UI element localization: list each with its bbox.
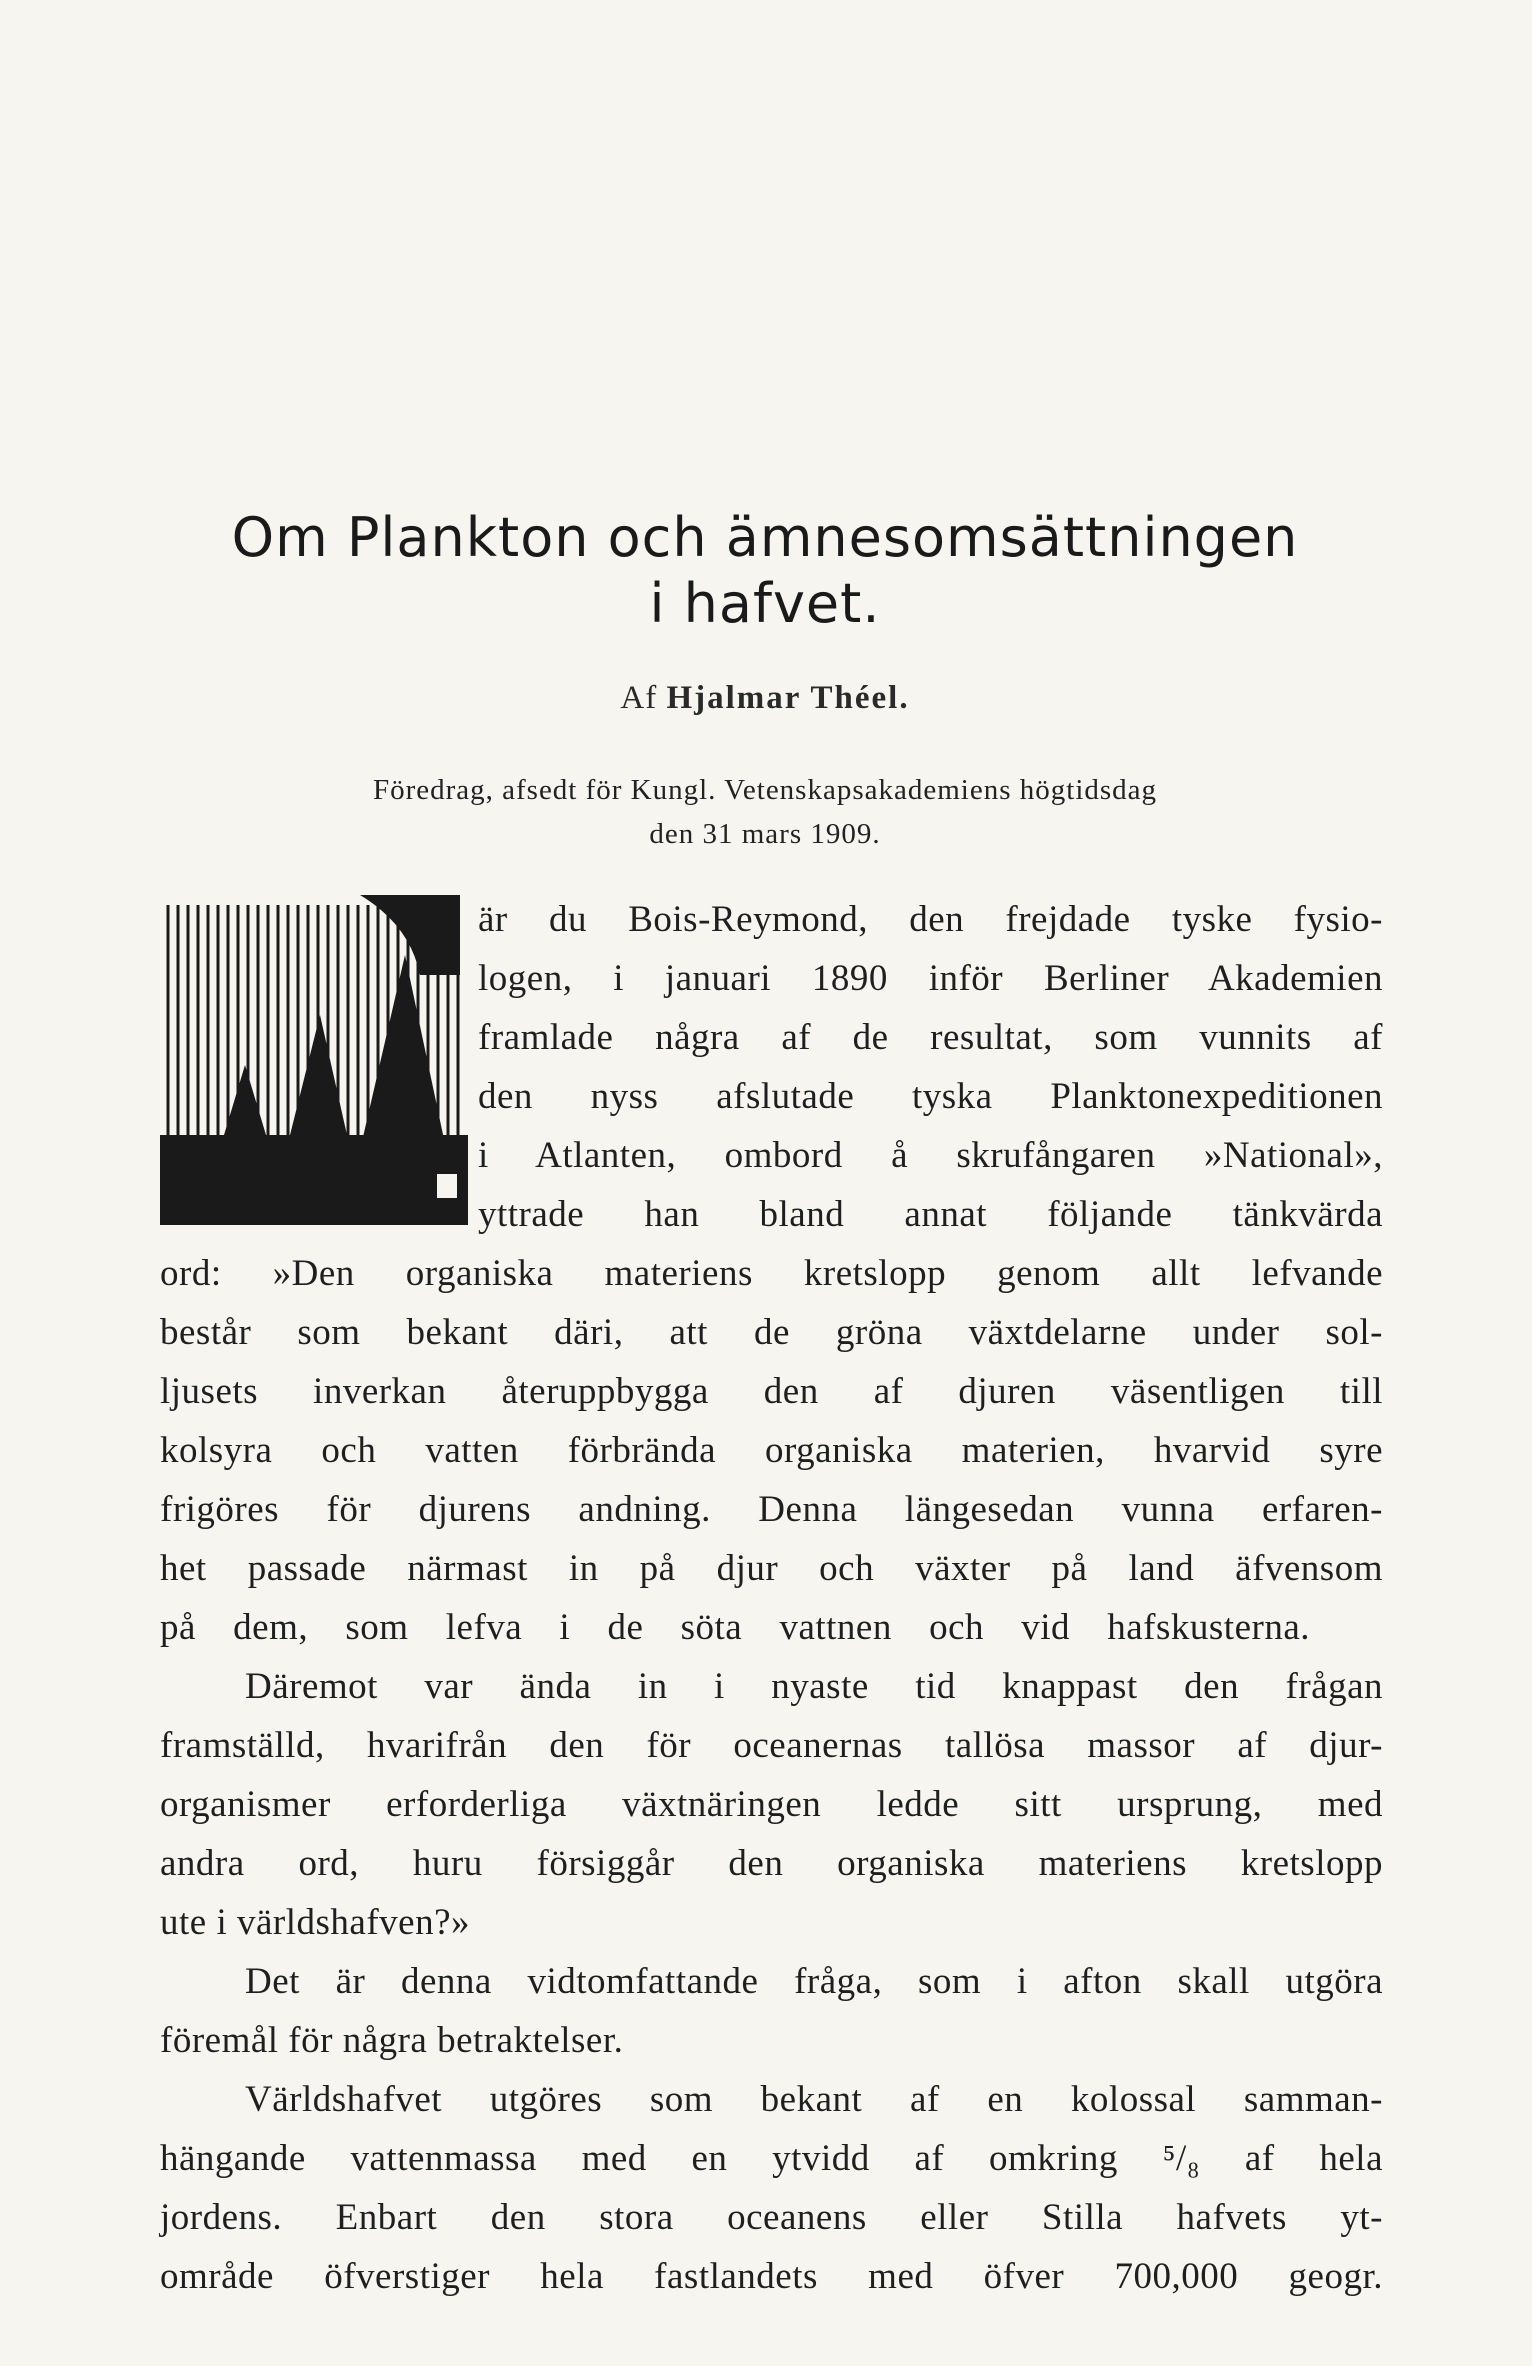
text-line: kolsyra och vatten förbrända organiska materien, hvarvid syre [160, 1430, 1383, 1471]
title-line-1: Om Plankton och ämnesomsättningen [231, 506, 1299, 569]
subtitle-line-1: Föredrag, afsedt för Kungl. Vetenskapsakademiens högtidsdag [372, 774, 1158, 806]
text-line: framlade några af de resultat, som vunnits af [478, 1017, 1383, 1058]
text-line: logen, i januari 1890 inför Berliner Akademien [478, 958, 1383, 999]
text-line: het passade närmast in på djur och växter på land äfvensom [160, 1548, 1383, 1589]
decorative-initial-n-woodcut [160, 895, 468, 1225]
text-line: ljusets inverkan återuppbygga den af djuren väsentligen till [160, 1371, 1383, 1412]
article-title [150, 505, 1380, 637]
text-line: Världshafvet utgöres som bekant af en kolossal samman- [245, 2079, 1383, 2120]
text-line: den nyss afslutade tyska Planktonexpeditionen [478, 1076, 1383, 1117]
forest-woodcut-icon [160, 895, 468, 1225]
text-line: yttrade han bland annat följande tänkvärda [478, 1194, 1383, 1235]
text-line: hängande vattenmassa med en ytvidd af omkring ⁵/₈ af hela [160, 2138, 1383, 2179]
subtitle [150, 768, 1380, 856]
text-line: frigöres för djurens andning. Denna längesedan vunna erfaren- [160, 1489, 1383, 1530]
text-line: i Atlanten, ombord å skrufångaren »National», [478, 1135, 1383, 1176]
text-line: framställd, hvarifrån den för oceanernas tallösa massor af djur- [160, 1725, 1383, 1766]
text-line: är du Bois-Reymond, den frejdade tyske fysio- [478, 899, 1383, 940]
author-prefix: Af [620, 680, 658, 716]
text-line: består som bekant däri, att de gröna växtdelarne under sol- [160, 1312, 1383, 1353]
author-line [150, 680, 1380, 717]
author-name: Hjalmar Théel. [666, 680, 910, 716]
text-line: Däremot var ända in i nyaste tid knappast den frågan [245, 1666, 1383, 1707]
text-line: Det är denna vidtomfattande fråga, som i afton skall utgöra [245, 1961, 1383, 2002]
title-line-2: i hafvet. [649, 572, 881, 635]
text-line: område öfverstiger hela fastlandets med öfver 700,000 geogr. [160, 2256, 1383, 2297]
text-line: föremål för några betraktelser. [160, 2020, 624, 2061]
text-line: andra ord, huru försiggår den organiska materiens kretslopp [160, 1843, 1383, 1884]
subtitle-line-2: den 31 mars 1909. [649, 818, 881, 850]
text-line: organismer erforderliga växtnäringen ledde sitt ursprung, med [160, 1784, 1383, 1825]
text-line: ord: »Den organiska materiens kretslopp genom allt lefvande [160, 1253, 1383, 1294]
text-line: på dem, som lefva i de söta vattnen och vid hafskusterna. [160, 1607, 1310, 1648]
text-line: ute i världshafven?» [160, 1902, 470, 1943]
text-line: jordens. Enbart den stora oceanens eller Stilla hafvets yt- [160, 2197, 1383, 2238]
